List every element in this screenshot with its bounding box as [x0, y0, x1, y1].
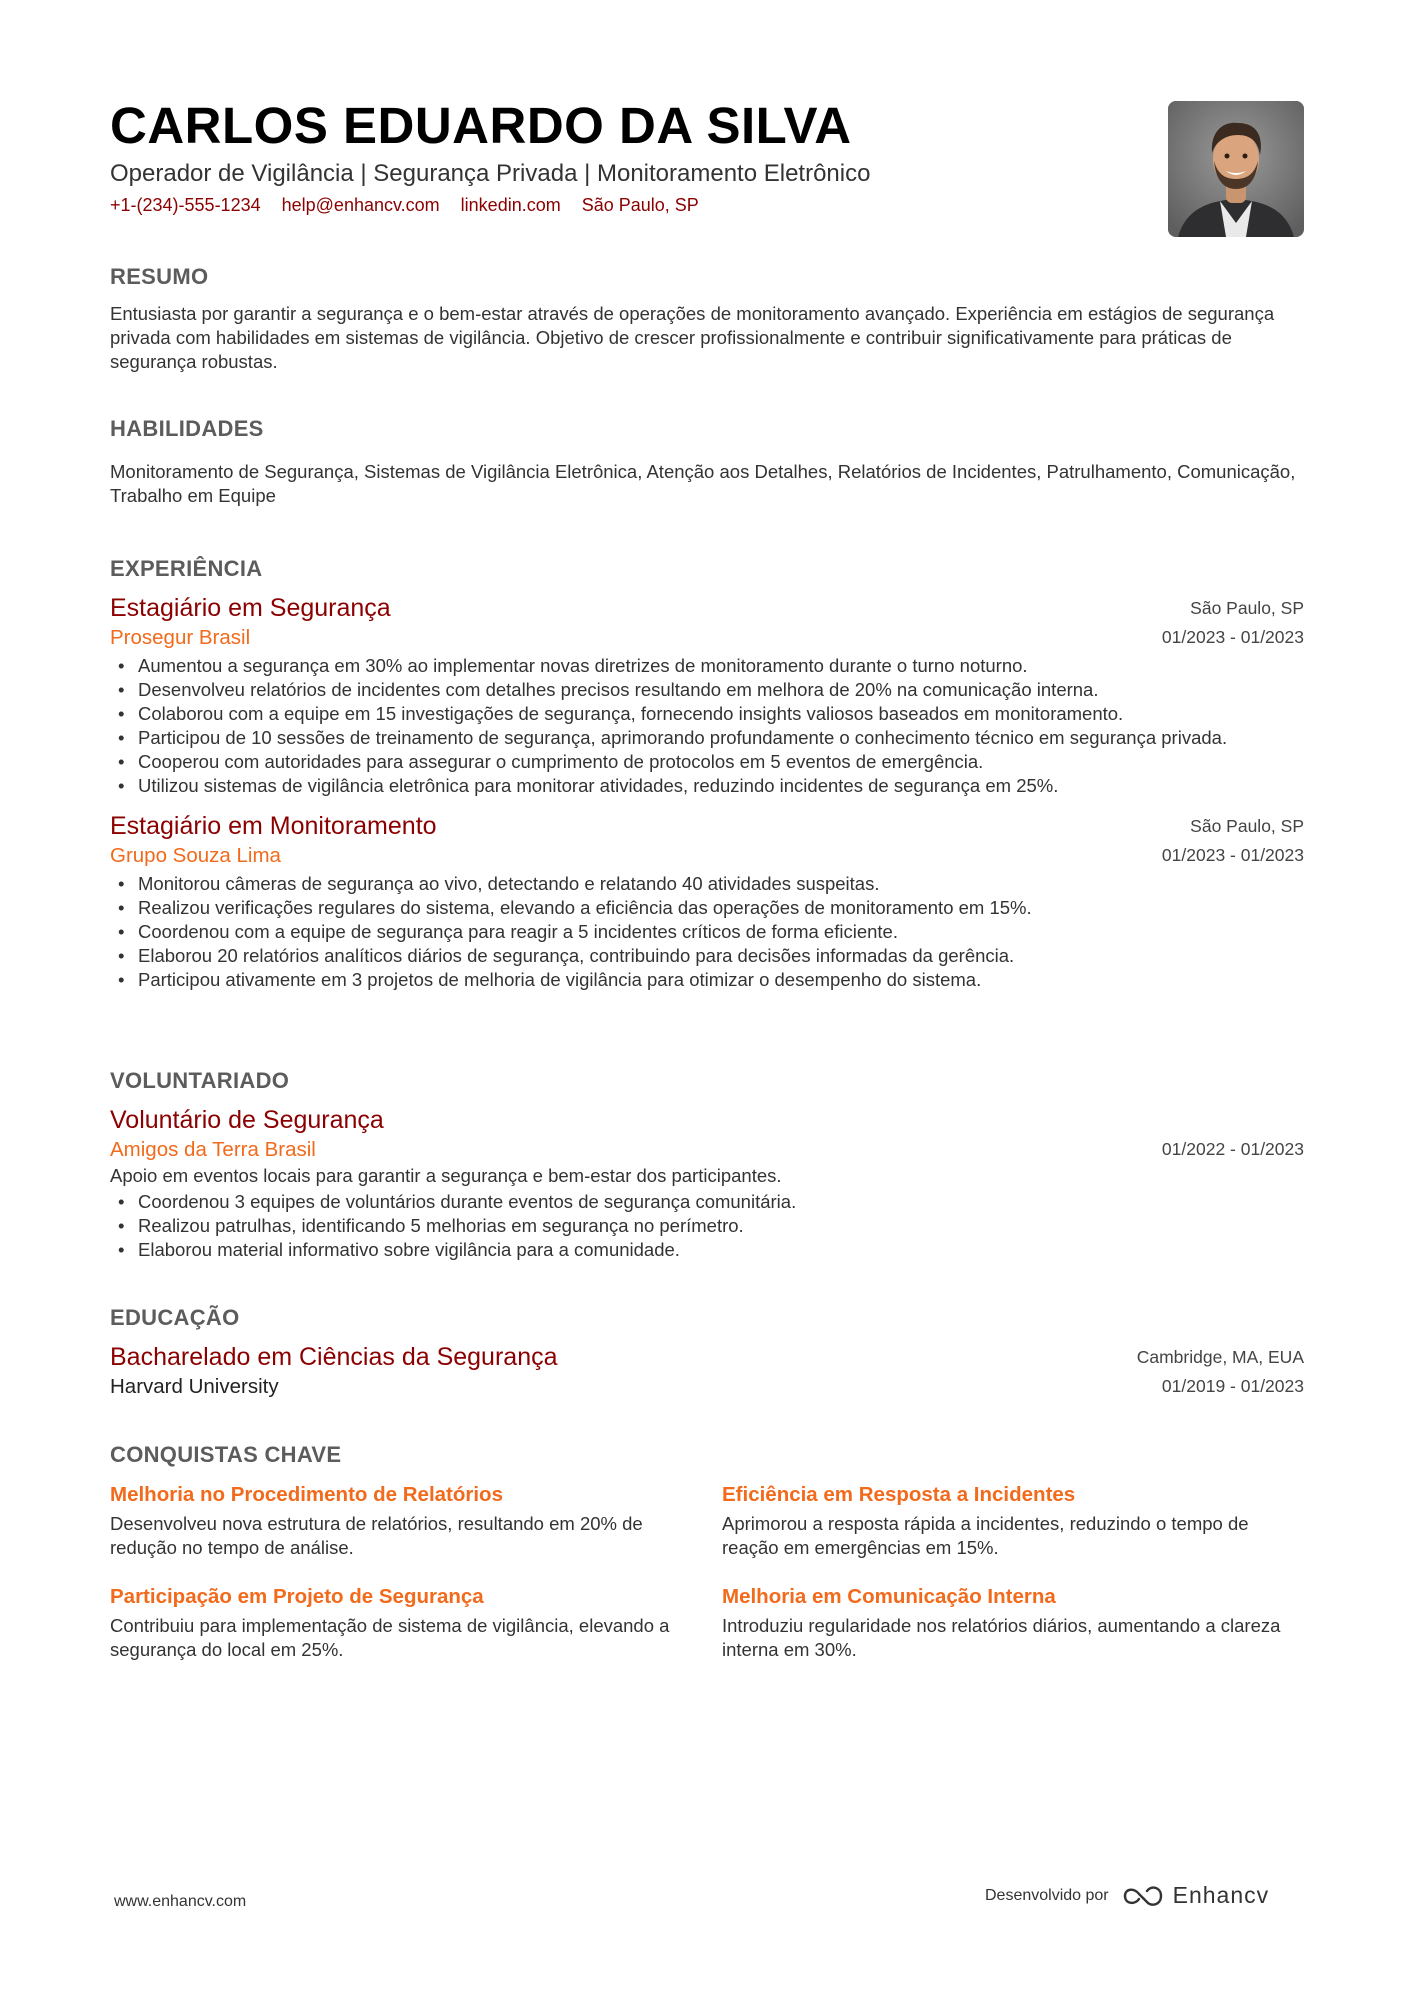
list-item: • Participou ativamente em 3 projetos de melhoria de vigilância para otimizar o desempenho do sistema.: [110, 968, 1304, 992]
achievement-title: Eficiência em Resposta a Incidentes: [722, 1483, 1076, 1506]
list-item: • Participou de 10 sessões de treinamento de segurança, aprimorando profundamente o conhecimento técnico em segurança privada.: [110, 726, 1304, 750]
skills-text: Monitoramento de Segurança, Sistemas de Vigilância Eletrônica, Atenção aos Detalhes, Relatórios de Incidentes, Patrulhamento, Comunicação, Trabalho em Equipe: [110, 461, 1296, 506]
entry-bullets: [110, 1190, 1304, 1262]
list-item: • Monitorou câmeras de segurança ao vivo, detectando e relatando 40 atividades suspeitas.: [110, 872, 1304, 896]
entry-dates: 01/2022 - 01/2023: [1161, 1139, 1304, 1159]
header: [110, 96, 1150, 218]
achievement-description: Contribuiu para implementação de sistema de vigilância, elevando a segurança do local em 25%.: [110, 1615, 670, 1660]
summary-section: [110, 262, 1304, 374]
summary-text: Entusiasta por garantir a segurança e o bem-estar através de operações de monitoramento avançado. Experiência em estágios de segurança privada com habilidades em sistemas de vigilância. Objetivo de crescer profissionalmente e contribuir significativamente para práticas de segurança robustas.: [110, 303, 1275, 372]
list-item: • Coordenou 3 equipes de voluntários durante eventos de segurança comunitária.: [110, 1190, 1304, 1214]
experience-title: EXPERIÊNCIA: [110, 556, 263, 581]
list-item: • Coordenou com a equipe de segurança para reagir a 5 incidentes críticos de forma eficiente.: [110, 920, 1304, 944]
contact-line: [110, 192, 1150, 218]
experience-entry: [110, 810, 1304, 992]
entry-role: Voluntário de Segurança: [110, 1106, 384, 1134]
enhancv-logo-icon: [1121, 1883, 1165, 1909]
list-item: • Elaborou material informativo sobre vigilância para a comunidade.: [110, 1238, 1304, 1262]
entry-description: Apoio em eventos locais para garantir a segurança e bem-estar dos participantes.: [110, 1165, 782, 1186]
email-link[interactable]: help@enhancv.com: [281, 195, 440, 215]
linkedin-link[interactable]: linkedin.com: [460, 195, 561, 215]
education-section: [110, 1303, 1304, 1401]
list-item: • Desenvolveu relatórios de incidentes com detalhes precisos resultando em melhora de 20% na comunicação interna.: [110, 678, 1304, 702]
list-item: • Utilizou sistemas de vigilância eletrônica para monitorar atividades, reduzindo incidentes de segurança em 25%.: [110, 774, 1304, 798]
volunteer-title: VOLUNTARIADO: [110, 1068, 290, 1093]
candidate-name: CARLOS EDUARDO DA SILVA: [110, 97, 852, 154]
education-entry: [110, 1341, 1304, 1401]
achievement-title: Melhoria no Procedimento de Relatórios: [110, 1483, 503, 1506]
list-item: • Aumentou a segurança em 30% ao implementar novas diretrizes de monitoramento durante o turno noturno.: [110, 654, 1304, 678]
list-item: • Realizou verificações regulares do sistema, elevando a eficiência das operações de monitoramento em 15%.: [110, 896, 1304, 920]
achievement-description: Introduziu regularidade nos relatórios diários, aumentando a clareza interna em 30%.: [722, 1615, 1281, 1660]
phone[interactable]: +1-(234)-555-1234: [110, 195, 261, 215]
headline: Operador de Vigilância | Segurança Privada | Monitoramento Eletrônico: [110, 160, 871, 187]
list-item: • Realizou patrulhas, identificando 5 melhorias em segurança no perímetro.: [110, 1214, 1304, 1238]
skills-section: [110, 414, 1304, 508]
achievement-description: Desenvolveu nova estrutura de relatórios, resultando em 20% de redução no tempo de análise.: [110, 1513, 643, 1558]
achievement-item: [110, 1480, 690, 1560]
list-item: • Elaborou 20 relatórios analíticos diários de segurança, contribuindo para decisões informadas da gerência.: [110, 944, 1304, 968]
entry-bullets: [110, 654, 1304, 798]
achievement-title: Participação em Projeto de Segurança: [110, 1585, 484, 1608]
achievement-description: Aprimorou a resposta rápida a incidentes, reduzindo o tempo de reação em emergências em 15%.: [722, 1513, 1249, 1558]
summary-title: RESUMO: [110, 264, 209, 289]
entry-dates: 01/2023 - 01/2023: [1161, 845, 1304, 865]
footer-branding: [985, 1882, 1269, 1909]
entry-location: Cambridge, MA, EUA: [1136, 1347, 1304, 1367]
experience-section: [110, 554, 1304, 992]
achievement-title: Melhoria em Comunicação Interna: [722, 1585, 1056, 1608]
entry-school: Harvard University: [110, 1375, 279, 1398]
achievements-title: CONQUISTAS CHAVE: [110, 1442, 342, 1467]
entry-dates: 01/2023 - 01/2023: [1161, 627, 1304, 647]
volunteer-entry: [110, 1104, 1304, 1262]
entry-degree: Bacharelado em Ciências da Segurança: [110, 1343, 558, 1371]
list-item: • Cooperou com autoridades para assegurar o cumprimento de protocolos em 5 eventos de emergência.: [110, 750, 1304, 774]
achievements-section: [110, 1440, 1304, 1660]
skills-title: HABILIDADES: [110, 416, 264, 441]
footer-website[interactable]: www.enhancv.com: [114, 1893, 247, 1910]
entry-bullets: [110, 872, 1304, 992]
achievement-item: [110, 1582, 690, 1662]
entry-location: São Paulo, SP: [1190, 598, 1304, 618]
location: São Paulo, SP: [581, 195, 699, 215]
entry-role: Estagiário em Segurança: [110, 594, 391, 622]
achievement-item: [722, 1582, 1302, 1662]
profile-photo: [1168, 101, 1304, 237]
achievement-item: [722, 1480, 1302, 1560]
brand-name[interactable]: Enhancv: [1172, 1882, 1270, 1908]
powered-by-label: Desenvolvido por: [985, 1886, 1109, 1904]
education-title: EDUCAÇÃO: [110, 1305, 240, 1330]
list-item: • Colaborou com a equipe em 15 investigações de segurança, fornecendo insights valiosos baseados em monitoramento.: [110, 702, 1304, 726]
entry-company: Prosegur Brasil: [110, 626, 251, 649]
entry-location: São Paulo, SP: [1190, 816, 1304, 836]
entry-role: Estagiário em Monitoramento: [110, 812, 437, 840]
entry-company: Grupo Souza Lima: [110, 844, 281, 867]
entry-organization: Amigos da Terra Brasil: [110, 1138, 316, 1161]
experience-entry: [110, 592, 1304, 798]
volunteer-section: [110, 1066, 1304, 1262]
profile-photo-illustration: [1168, 101, 1304, 237]
entry-dates: 01/2019 - 01/2023: [1161, 1376, 1304, 1396]
